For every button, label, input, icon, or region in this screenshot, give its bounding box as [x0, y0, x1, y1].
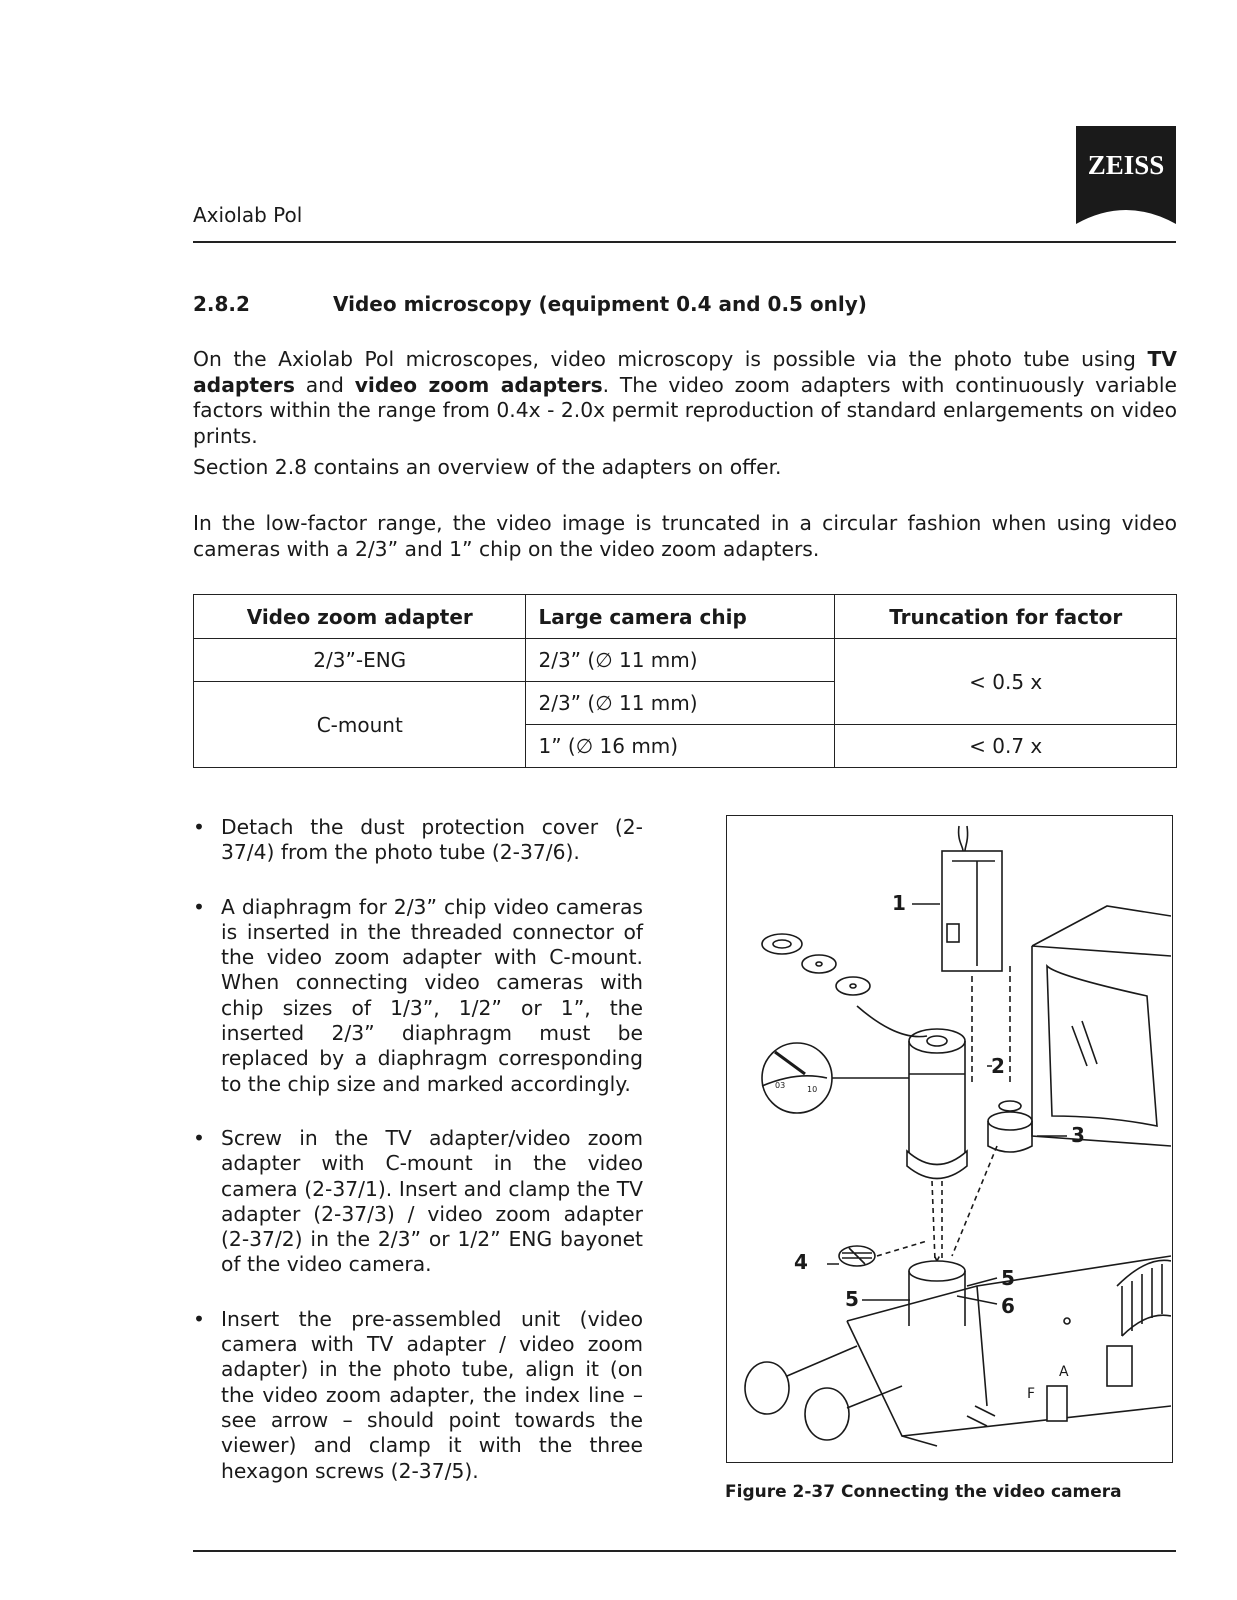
figure-label: 5: [1001, 1266, 1015, 1290]
term-video-zoom-adapters: video zoom adapters: [354, 372, 603, 397]
table-cell: 1” (∅ 16 mm): [526, 725, 835, 768]
microscope-illustration: [727, 816, 1171, 1461]
instruction-list: [193, 815, 643, 1513]
table-cell: 2/3” (∅ 11 mm): [526, 639, 835, 682]
figure-label: 4: [794, 1250, 808, 1274]
footer-rule: [193, 1550, 1176, 1552]
logo-text: ZEISS: [1087, 150, 1165, 180]
list-item: • A diaphragm for 2/3” chip video cameras is inserted in the threaded connector of the video zoom adapter with C-mount. When connecting video cameras with chip sizes of 1/3”, 1/2” or 1”, the inserted 2/3” diaphragm must be replaced by a diaphragm corresponding to the chip size and marked accordingly.: [193, 895, 643, 1097]
table-header-row: [194, 595, 1177, 639]
table-row: [194, 639, 1177, 682]
intro-paragraph-1: On the Axiolab Pol microscopes, video microscopy is possible via the photo tube using TV adapters and video zoom adapters. The video zoom adapters with continuously variable factors within the range from 0.4x - 2.0x permit reproduction of standard enlargements on video prints.: [193, 347, 1177, 448]
table-cell: C-mount: [194, 682, 526, 768]
figure-label: 1: [892, 891, 906, 915]
figure-caption: Figure 2-37 Connecting the video camera: [725, 1482, 1122, 1502]
zeiss-logo: [1076, 126, 1176, 224]
header-rule: [193, 241, 1176, 243]
figure-label: 5: [845, 1287, 859, 1311]
list-item: • Insert the pre-assembled unit (video camera with TV adapter / video zoom adapter) in the photo tube, align it (on the video zoom adapter, the index line – see arrow – should point towards the viewer) and clamp it with the three hexagon screws (2-37/5).: [193, 1307, 643, 1484]
table-cell: < 0.5 x: [835, 639, 1177, 725]
intro-paragraph-3: In the low-factor range, the video image is truncated in a circular fashion when using video cameras with a 2/3” and 1” chip on the video zoom adapters.: [193, 511, 1177, 561]
table-header-cell: Large camera chip: [526, 595, 835, 639]
video-camera-icon: [942, 851, 1002, 971]
table-header-cell: Truncation for factor: [835, 595, 1177, 639]
table-cell: 2/3” (∅ 11 mm): [526, 682, 835, 725]
table-header-cell: Video zoom adapter: [194, 595, 526, 639]
figure-frame: [726, 815, 1173, 1463]
scale-label: 03: [775, 1081, 786, 1090]
list-item: • Screw in the TV adapter/video zoom adapter with C-mount in the video camera (2-37/1). Insert and clamp the TV adapter (2-37/3) / video zoom adapter (2-37/2) in the 2/3” or 1/2” ENG bayonet of the video camera.: [193, 1126, 643, 1278]
figure-label: 3: [1071, 1123, 1085, 1147]
figure-letter: A: [1059, 1364, 1069, 1380]
term-tv-adapters: TV adapters: [193, 347, 1177, 397]
intro-paragraph-2: Section 2.8 contains an overview of the adapters on offer.: [193, 455, 782, 479]
table-cell: 2/3”-ENG: [194, 639, 526, 682]
document-header-title: Axiolab Pol: [193, 203, 303, 227]
section-number: 2.8.2: [193, 292, 250, 316]
figure-label: 6: [1001, 1294, 1015, 1318]
list-item: • Detach the dust protection cover (2-37/4) from the photo tube (2-37/6).: [193, 815, 643, 866]
scale-label: 10: [807, 1085, 818, 1094]
section-title: Video microscopy (equipment 0.4 and 0.5 only): [333, 292, 867, 316]
figure-label: 2: [991, 1054, 1005, 1078]
adapter-table: [193, 594, 1177, 768]
table-cell: < 0.7 x: [835, 725, 1177, 768]
figure-letter: F: [1027, 1386, 1036, 1402]
